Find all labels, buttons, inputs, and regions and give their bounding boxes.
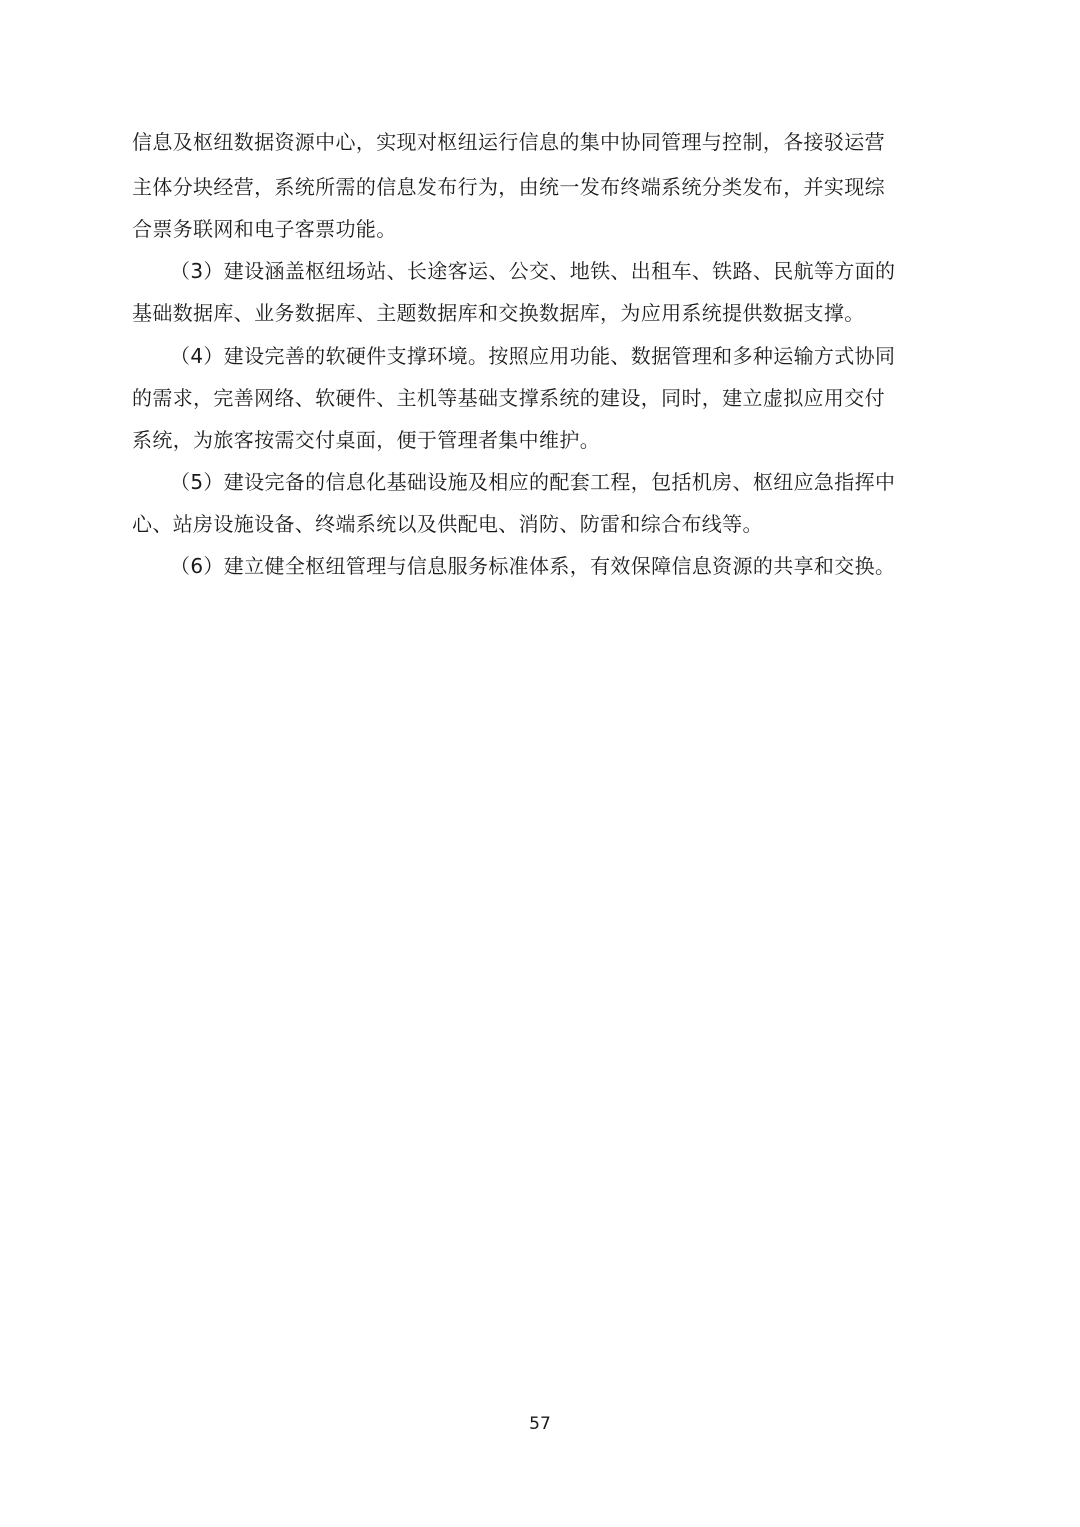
item-6-line-1: （6）建立健全枢纽管理与信息服务标准体系，有效保障信息资源的共享和交换。 <box>170 554 896 578</box>
item-4-line-3: 系统，为旅客按需交付桌面，便于管理者集中维护。 <box>132 428 601 452</box>
item-3-line-1: （3）建设涵盖枢纽场站、长途客运、公交、地铁、出租车、铁路、民航等方面的 <box>170 259 896 283</box>
item-5-line-2: 心、站房设施设备、终端系统以及供配电、消防、防雷和综合布线等。 <box>132 512 763 536</box>
text-line-3: 合票务联网和电子客票功能。 <box>132 217 397 241</box>
item-5-line-1: （5）建设完备的信息化基础设施及相应的配套工程，包括机房、枢纽应急指挥中 <box>170 470 896 494</box>
item-4-line-2: 的需求，完善网络、软硬件、主机等基础支撑系统的建设，同时，建立虚拟应用交付 <box>132 386 885 410</box>
item-4-line-1: （4）建设完善的软硬件支撑环境。按照应用功能、数据管理和多种运输方式协同 <box>170 344 896 368</box>
text-line-2: 主体分块经营，系统所需的信息发布行为，由统一发布终端系统分类发布，并实现综 <box>132 175 885 199</box>
item-3-line-2: 基础数据库、业务数据库、主题数据库和交换数据库，为应用系统提供数据支撑。 <box>132 301 865 325</box>
page-number: 57 <box>529 1414 551 1434</box>
text-line-1: 信息及枢纽数据资源中心，实现对枢纽运行信息的集中协同管理与控制，各接驳运营 <box>132 130 885 154</box>
